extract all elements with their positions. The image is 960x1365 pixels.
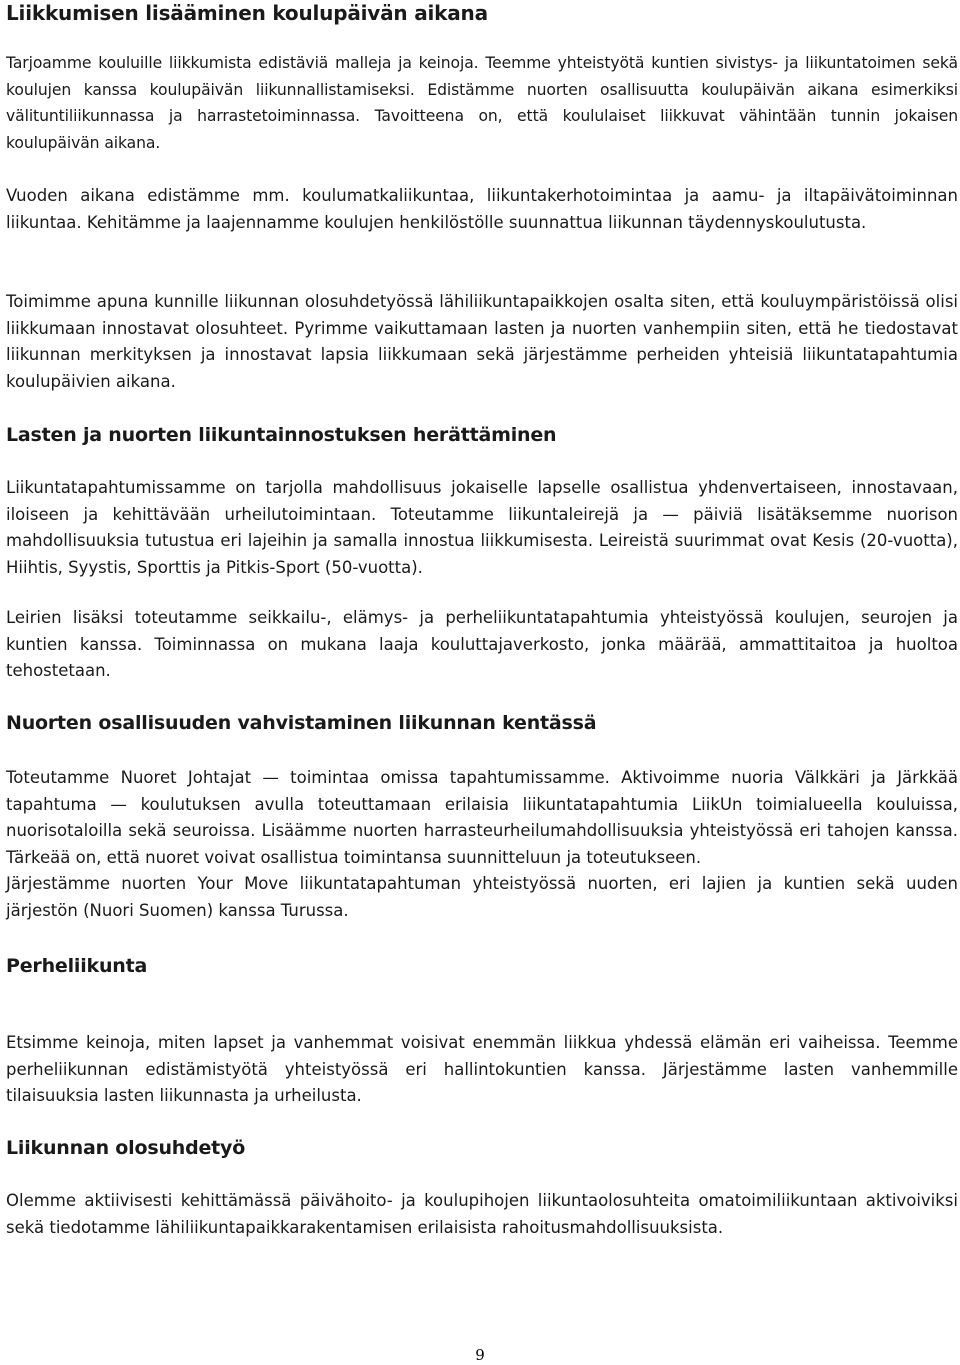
paragraph-osallisuus-1: Toteutamme Nuoret Johtajat — toimintaa omissa tapahtumissamme. Aktivoimme nuoria Välkkäri ja Järkkää tapahtuma — koulutuksen avulla toteuttamaan erilaisia liikuntatapahtumia LiikUn toimialueella kouluissa, nuorisotaloilla sekä seuroissa. Lisäämme nuorten harrasteurheilumahdollisuuksia yhteistyössä eri tahojen kanssa. Tärkeää on, että nuoret voivat osallistua toimintansa suunnitteluun ja toteutukseen. bbox=[6, 768, 958, 867]
section-heading-liikuntainnostus: Lasten ja nuorten liikuntainnostuksen herättäminen bbox=[6, 424, 557, 446]
section-heading-olosuhdetyo: Liikunnan olosuhdetyö bbox=[6, 1137, 246, 1159]
paragraph-liikkumisen-2: Vuoden aikana edistämme mm. koulumatkaliikuntaa, liikuntakerhotoimintaa ja aamu- ja iltapäivätoiminnan liikuntaa. Kehitämme ja laajennamme koulujen henkilöstölle suunnattua liikunnan täydennyskoulutusta. bbox=[6, 186, 958, 232]
section-heading-perheliikunta: Perheliikunta bbox=[6, 955, 148, 977]
paragraph-perheliikunta-1: Etsimme keinoja, miten lapset ja vanhemmat voisivat enemmän liikkua yhdessä elämän eri vaiheissa. Teemme perheliikunnan edistämistyötä yhteistyössä eri hallintokuntien kanssa. Järjestämme lasten vanhemmille tilaisuuksia lasten liikunnasta ja urheilusta. bbox=[6, 1033, 958, 1105]
paragraph-liikkumisen-3: Toimimme apuna kunnille liikunnan olosuhdetyössä lähiliikuntapaikkojen osalta siten, että kouluympäristöissä olisi liikkumaan innostavat olosuhteet. Pyrimme vaikuttamaan lasten ja nuorten vanhempiin siten, että he tiedostavat liikunnan merkityksen ja innostavat lapsia liikkumaan sekä järjestämme perheiden yhteisiä liikuntatapahtumia koulupäivien aikana. bbox=[6, 292, 958, 391]
paragraph-liikkumisen-1: Tarjoamme kouluille liikkumista edistäviä malleja ja keinoja. Teemme yhteistyötä kuntien sivistys- ja liikuntatoimen sekä koulujen kanssa koulupäivän liikunnallistamiseksi. Edistämme nuorten osallisuutta koulupäivän aikana esimerkiksi välituntiliikunnassa ja harrastetoiminnassa. Tavoitteena on, että koululaiset liikkuvat vähintään tunnin jokaisen koulupäivän aikana. bbox=[6, 54, 958, 152]
paragraph-liikuntainnostus-1: Liikuntatapahtumissamme on tarjolla mahdollisuus jokaiselle lapselle osallistua yhdenvertaiseen, innostavaan, iloiseen ja kehittävään urheilutoimintaan. Toteutamme liikuntaleirejä ja — päiviä lisätäksemme nuorison mahdollisuuksia tutustua eri lajeihin ja samalla innostua liikkumisesta. Leireistä suurimmat ovat Kesis (20-vuotta), Hiihtis, Syystis, Sporttis ja Pitkis-Sport (50-vuotta). bbox=[6, 478, 958, 577]
page-number: 9 bbox=[475, 1346, 485, 1364]
section-heading-osallisuus: Nuorten osallisuuden vahvistaminen liikunnan kentässä bbox=[6, 712, 597, 734]
paragraph-liikuntainnostus-2: Leirien lisäksi toteutamme seikkailu-, elämys- ja perheliikuntatapahtumia yhteistyössä koulujen, seurojen ja kuntien kanssa. Toiminnassa on mukana laaja kouluttajaverkosto, jonka määrää, ammattitaitoa ja huoltoa tehostetaan. bbox=[6, 608, 958, 680]
paragraph-osallisuus-2: Järjestämme nuorten Your Move liikuntatapahtuman yhteistyössä nuorten, eri lajien ja kuntien sekä uuden järjestön (Nuori Suomen) kanssa Turussa. bbox=[6, 874, 958, 920]
paragraph-olosuhdetyo-1: Olemme aktiivisesti kehittämässä päivähoito- ja koulupihojen liikuntaolosuhteita omatoimiliikuntaan aktivoiviksi sekä tiedotamme lähiliikuntapaikkarakentamisen erilaisista rahoitusmahdollisuuksista. bbox=[6, 1191, 958, 1237]
section-heading-liikkumisen: Liikkumisen lisääminen koulupäivän aikana bbox=[6, 1, 488, 25]
